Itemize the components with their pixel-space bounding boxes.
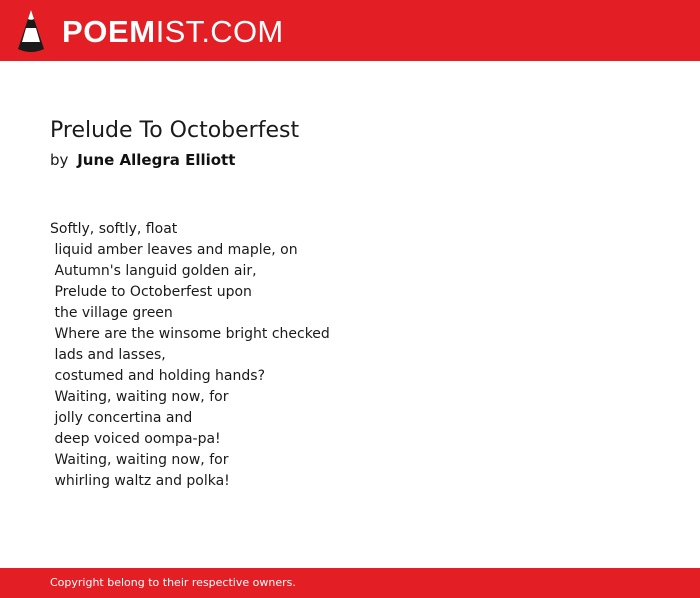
byline <box>50 150 650 170</box>
poem-line: deep voiced oompa-pa! <box>50 431 221 447</box>
poem-line: lads and lasses, <box>50 347 166 363</box>
poem-line: costumed and holding hands? <box>50 368 265 384</box>
byline-prefix: by <box>50 151 69 169</box>
site-logo-link[interactable] <box>17 8 284 54</box>
poem-line: whirling waltz and polka! <box>50 473 230 489</box>
site-footer <box>0 568 700 598</box>
poem-line: liquid amber leaves and maple, on <box>50 242 298 258</box>
poem-body <box>50 219 650 492</box>
author-link[interactable]: June Allegra Elliott <box>77 151 236 169</box>
poem-title: Prelude To Octoberfest <box>50 118 300 143</box>
poem-line: Waiting, waiting now, for <box>50 389 229 405</box>
poem-line: Autumn's languid golden air, <box>50 263 257 279</box>
copyright-text: Copyright belong to their respective owners. <box>50 576 296 589</box>
poem-line: Prelude to Octoberfest upon <box>50 284 252 300</box>
pencil-tip-icon <box>17 9 45 53</box>
site-logo-text <box>62 13 284 49</box>
poem-header <box>50 112 650 170</box>
site-header <box>0 0 700 61</box>
poem-line: the village green <box>50 305 173 321</box>
logo-light-text: IST.COM <box>155 13 284 49</box>
poem-line: Softly, softly, float <box>50 221 178 237</box>
logo-bold-text: POEM <box>62 13 156 49</box>
poem-line: Waiting, waiting now, for <box>50 452 229 468</box>
poem-line: jolly concertina and <box>50 410 193 426</box>
poem-line: Where are the winsome bright checked <box>50 326 330 342</box>
